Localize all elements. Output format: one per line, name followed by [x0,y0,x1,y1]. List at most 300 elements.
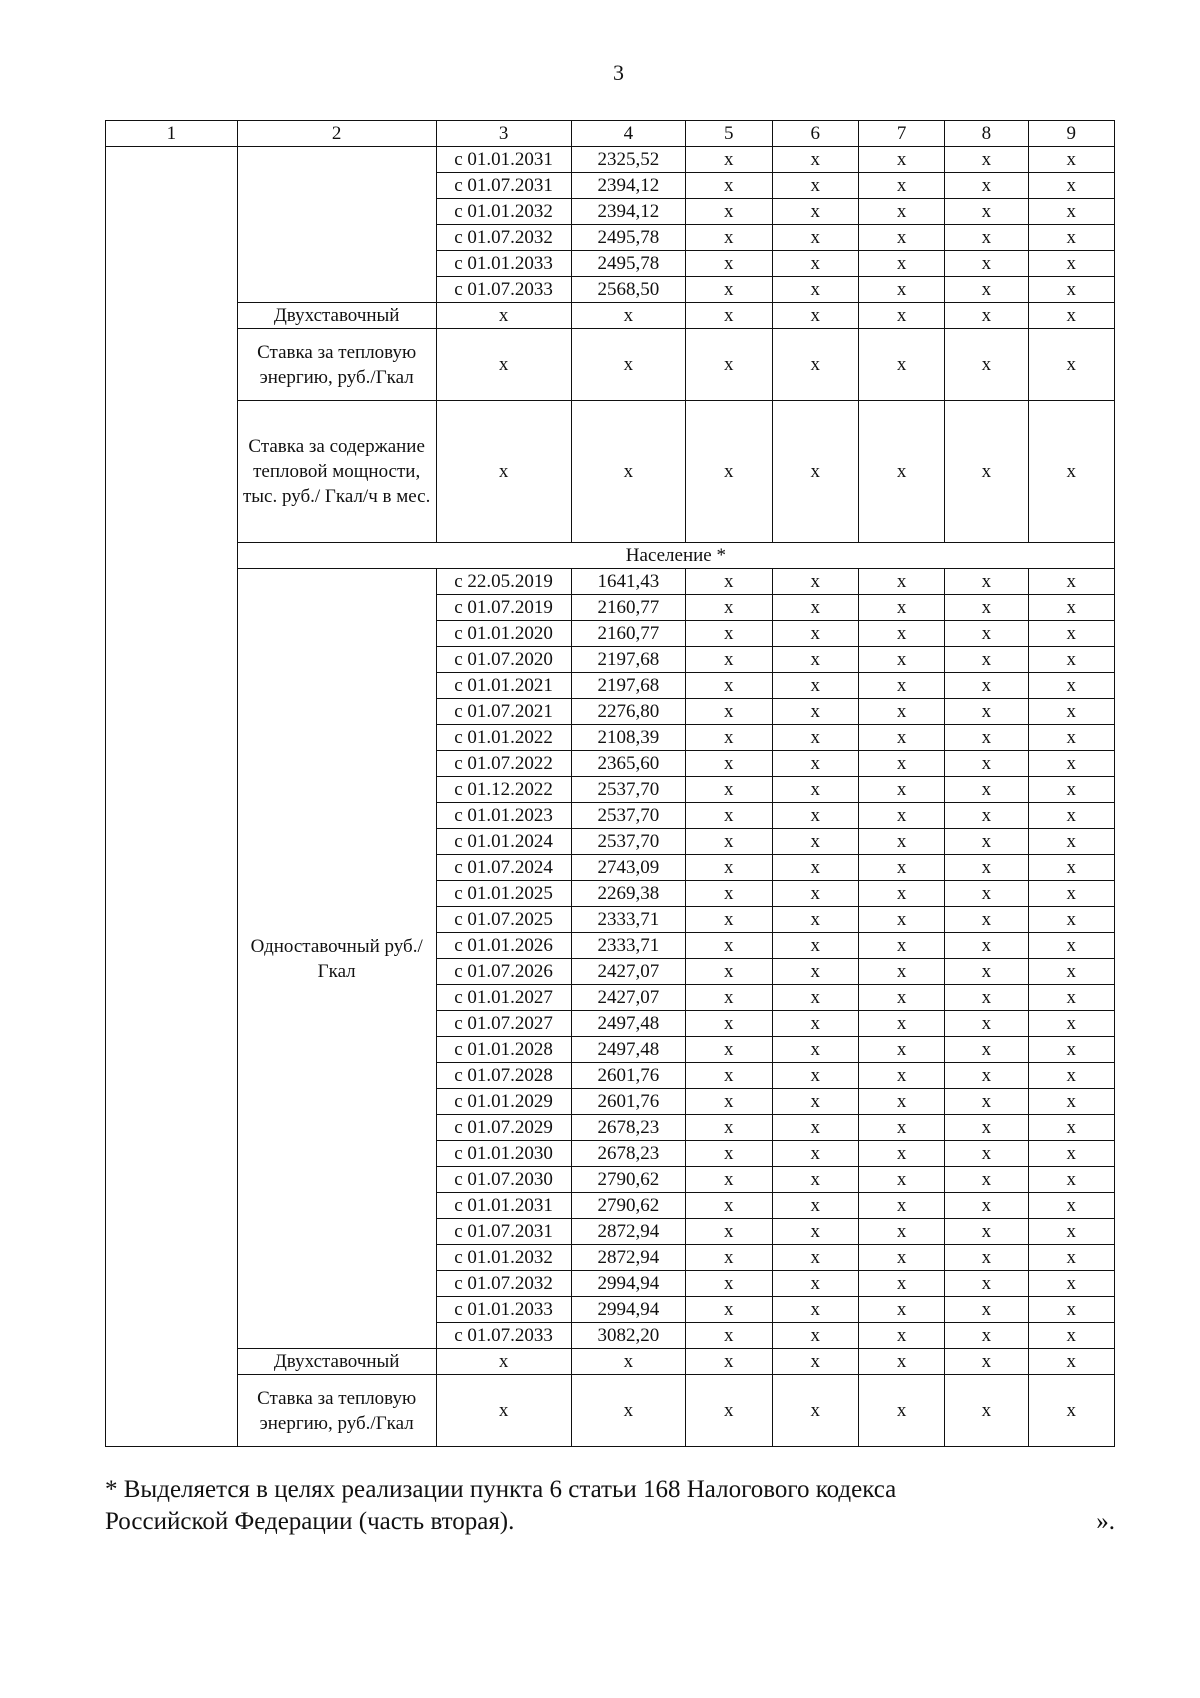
mark-cell: х [686,147,772,173]
period-date: с 01.07.2021 [436,699,571,725]
mark-cell: х [945,881,1028,907]
mark-cell: х [945,303,1028,329]
mark-cell: х [945,199,1028,225]
mark-cell: х [1028,725,1114,751]
mark-cell: х [772,725,858,751]
period-date: с 01.07.2033 [436,1323,571,1349]
footnote-closing-quote: ». [1096,1508,1115,1535]
tariff-table-body [106,121,1115,1447]
tariff-value: 2601,76 [571,1089,686,1115]
period-date: с 01.12.2022 [436,777,571,803]
mark-cell: х [772,1375,858,1447]
mark-cell: х [686,1219,772,1245]
period-date: с 01.07.2030 [436,1167,571,1193]
mark-cell: х [772,1141,858,1167]
mark-cell: х [945,1167,1028,1193]
tariff-value: 2790,62 [571,1193,686,1219]
mark-cell: х [945,621,1028,647]
column-number: 8 [945,121,1028,147]
tariff-value: 2872,94 [571,1245,686,1271]
mark-cell: х [1028,1219,1114,1245]
period-date: с 01.07.2033 [436,277,571,303]
mark-cell: х [1028,959,1114,985]
period-date: с 01.01.2032 [436,1245,571,1271]
mark-cell: х [1028,751,1114,777]
mark-cell: х [858,725,944,751]
column-number: 6 [772,121,858,147]
mark-cell: х [686,1141,772,1167]
mark-cell: х [686,725,772,751]
mark-cell: х [1028,1271,1114,1297]
mark-cell: х [858,251,944,277]
mark-cell: х [772,1193,858,1219]
mark-cell: х [945,1037,1028,1063]
tariff-value: 2160,77 [571,595,686,621]
mark-cell: х [858,647,944,673]
mark-cell: х [945,1141,1028,1167]
tariff-value: 2495,78 [571,225,686,251]
mark-cell: х [772,855,858,881]
mark-cell: х [571,1375,686,1447]
mark-cell: х [686,1115,772,1141]
mark-cell: х [945,173,1028,199]
mark-cell: х [571,329,686,401]
period-date: с 01.01.2024 [436,829,571,855]
mark-cell: х [772,303,858,329]
mark-cell: х [1028,199,1114,225]
mark-cell: х [858,907,944,933]
mark-cell: х [1028,1375,1114,1447]
mark-cell: х [858,173,944,199]
two-rate-label: Двухставочный [237,1349,436,1375]
mark-cell: х [858,303,944,329]
period-date: с 01.01.2029 [436,1089,571,1115]
mark-cell: х [686,647,772,673]
mark-cell: х [945,1349,1028,1375]
mark-cell: х [772,933,858,959]
mark-cell: х [945,725,1028,751]
mark-cell: х [772,1271,858,1297]
mark-cell: х [1028,933,1114,959]
tariff-value: 2601,76 [571,1063,686,1089]
mark-cell: х [945,751,1028,777]
mark-cell: х [686,985,772,1011]
mark-cell: х [945,329,1028,401]
period-date: с 01.07.2026 [436,959,571,985]
page-number: 3 [613,60,624,85]
mark-cell: х [858,199,944,225]
mark-cell: х [945,1375,1028,1447]
period-date: с 01.07.2032 [436,1271,571,1297]
tariff-value: 2994,94 [571,1297,686,1323]
tariff-value: 2325,52 [571,147,686,173]
tariff-value: 2394,12 [571,199,686,225]
period-date: с 01.07.2020 [436,647,571,673]
mark-cell: х [686,751,772,777]
population-header: Население * [237,543,1114,569]
mark-cell: х [686,1063,772,1089]
mark-cell: х [945,1297,1028,1323]
mark-cell: х [858,1349,944,1375]
column-2-continued-cell [237,147,436,303]
mark-cell: х [858,855,944,881]
footnote-line-2-wrap [105,1506,1115,1538]
column-number: 5 [686,121,772,147]
mark-cell: х [1028,329,1114,401]
tariff-value: 2537,70 [571,803,686,829]
mark-cell: х [1028,1245,1114,1271]
mark-cell: х [772,329,858,401]
table-row [106,569,1115,595]
mark-cell: х [858,673,944,699]
period-date: с 01.01.2026 [436,933,571,959]
period-date: с 01.07.2029 [436,1115,571,1141]
mark-cell: х [1028,173,1114,199]
tariff-value: 2427,07 [571,959,686,985]
mark-cell: х [945,1219,1028,1245]
mark-cell: х [945,673,1028,699]
mark-cell: х [1028,777,1114,803]
mark-cell: х [772,803,858,829]
period-date: с 01.07.2027 [436,1011,571,1037]
mark-cell: х [1028,1063,1114,1089]
mark-cell: х [945,803,1028,829]
mark-cell: х [945,907,1028,933]
mark-cell: х [1028,855,1114,881]
mark-cell: х [1028,277,1114,303]
mark-cell: х [1028,621,1114,647]
mark-cell: х [772,1219,858,1245]
heat-rate-label: Ставка за тепловую энергию, руб./Гкал [237,1375,436,1447]
tariff-value: 1641,43 [571,569,686,595]
mark-cell: х [945,933,1028,959]
mark-cell: х [1028,1323,1114,1349]
mark-cell: х [1028,907,1114,933]
mark-cell: х [436,303,571,329]
mark-cell: х [772,673,858,699]
mark-cell: х [945,595,1028,621]
tariff-value: 2160,77 [571,621,686,647]
tariff-value: 2427,07 [571,985,686,1011]
mark-cell: х [772,1037,858,1063]
mark-cell: х [686,277,772,303]
mark-cell: х [436,401,571,543]
mark-cell: х [1028,673,1114,699]
table-row [106,1375,1115,1447]
mark-cell: х [1028,829,1114,855]
mark-cell: х [436,1375,571,1447]
mark-cell: х [772,401,858,543]
mark-cell: х [1028,251,1114,277]
mark-cell: х [686,907,772,933]
mark-cell: х [686,329,772,401]
mark-cell: х [772,1297,858,1323]
mark-cell: х [772,881,858,907]
period-date: с 01.07.2022 [436,751,571,777]
mark-cell: х [945,699,1028,725]
mark-cell: х [686,829,772,855]
mark-cell: х [686,1167,772,1193]
mark-cell: х [686,1245,772,1271]
mark-cell: х [858,751,944,777]
heat-rate-label: Ставка за тепловую энергию, руб./Гкал [237,329,436,401]
mark-cell: х [686,199,772,225]
mark-cell: х [858,829,944,855]
mark-cell: х [945,647,1028,673]
mark-cell: х [571,1349,686,1375]
mark-cell: х [772,751,858,777]
period-date: с 01.01.2031 [436,147,571,173]
mark-cell: х [1028,569,1114,595]
mark-cell: х [772,985,858,1011]
footnote-line-1: * Выделяется в целях реализации пункта 6 статьи 168 Налогового кодекса [105,1476,897,1503]
mark-cell: х [772,1323,858,1349]
mark-cell: х [772,199,858,225]
period-date: с 01.01.2028 [436,1037,571,1063]
mark-cell: х [858,1193,944,1219]
period-date: с 01.01.2031 [436,1193,571,1219]
period-date: с 01.07.2031 [436,1219,571,1245]
mark-cell: х [858,1089,944,1115]
mark-cell: х [858,1297,944,1323]
mark-cell: х [686,1011,772,1037]
mark-cell: х [772,595,858,621]
column-number: 2 [237,121,436,147]
tariff-value: 2568,50 [571,277,686,303]
tariff-value: 2537,70 [571,829,686,855]
mark-cell: х [772,1011,858,1037]
period-date: с 01.01.2021 [436,673,571,699]
tariff-value: 2994,94 [571,1271,686,1297]
mark-cell: х [858,933,944,959]
mark-cell: х [945,829,1028,855]
period-date: с 01.01.2027 [436,985,571,1011]
mark-cell: х [945,1089,1028,1115]
mark-cell: х [571,303,686,329]
tariff-value: 2276,80 [571,699,686,725]
mark-cell: х [686,1375,772,1447]
mark-cell: х [858,985,944,1011]
mark-cell: х [945,1323,1028,1349]
footnote-line-2: Российской Федерации (часть вторая). [105,1508,515,1535]
mark-cell: х [1028,1011,1114,1037]
mark-cell: х [686,1089,772,1115]
period-date: с 01.07.2019 [436,595,571,621]
mark-cell: х [945,225,1028,251]
mark-cell: х [436,1349,571,1375]
one-rate-label: Одноставочный руб./Гкал [237,569,436,1349]
mark-cell: х [858,1011,944,1037]
mark-cell: х [945,277,1028,303]
mark-cell: х [858,959,944,985]
table-header-row [106,121,1115,147]
tariff-table [105,120,1115,1447]
mark-cell: х [686,777,772,803]
mark-cell: х [686,855,772,881]
mark-cell: х [772,277,858,303]
mark-cell: х [436,329,571,401]
period-date: с 01.07.2024 [436,855,571,881]
mark-cell: х [945,147,1028,173]
footnote [105,1474,1115,1538]
mark-cell: х [858,1219,944,1245]
tariff-value: 2197,68 [571,647,686,673]
mark-cell: х [858,1063,944,1089]
mark-cell: х [686,401,772,543]
mark-cell: х [1028,401,1114,543]
tariff-value: 3082,20 [571,1323,686,1349]
mark-cell: х [1028,881,1114,907]
tariff-value: 2678,23 [571,1141,686,1167]
mark-cell: х [858,803,944,829]
mark-cell: х [858,777,944,803]
mark-cell: х [858,621,944,647]
mark-cell: х [686,1037,772,1063]
mark-cell: х [772,1245,858,1271]
capacity-rate-label: Ставка за содержание тепловой мощности, тыс. руб./ Гкал/ч в мес. [237,401,436,543]
mark-cell: х [1028,1141,1114,1167]
mark-cell: х [858,225,944,251]
column-number: 7 [858,121,944,147]
column-number: 1 [106,121,238,147]
mark-cell: х [858,569,944,595]
mark-cell: х [945,569,1028,595]
period-date: с 01.01.2020 [436,621,571,647]
mark-cell: х [686,225,772,251]
mark-cell: х [686,621,772,647]
mark-cell: х [945,401,1028,543]
mark-cell: х [858,1375,944,1447]
mark-cell: х [1028,147,1114,173]
tariff-value: 2495,78 [571,251,686,277]
mark-cell: х [1028,1167,1114,1193]
mark-cell: х [772,647,858,673]
mark-cell: х [772,1349,858,1375]
mark-cell: х [772,225,858,251]
mark-cell: х [858,1323,944,1349]
tariff-value: 2743,09 [571,855,686,881]
mark-cell: х [1028,1089,1114,1115]
mark-cell: х [945,1115,1028,1141]
tariff-value: 2497,48 [571,1011,686,1037]
mark-cell: х [945,1271,1028,1297]
mark-cell: х [858,1167,944,1193]
mark-cell: х [686,569,772,595]
period-date: с 01.01.2030 [436,1141,571,1167]
period-date: с 01.01.2033 [436,251,571,277]
table-row [106,147,1115,173]
mark-cell: х [772,959,858,985]
mark-cell: х [686,933,772,959]
mark-cell: х [686,595,772,621]
mark-cell: х [686,1193,772,1219]
tariff-value: 2108,39 [571,725,686,751]
mark-cell: х [686,251,772,277]
mark-cell: х [772,829,858,855]
mark-cell: х [945,1011,1028,1037]
mark-cell: х [858,401,944,543]
tariff-value: 2497,48 [571,1037,686,1063]
mark-cell: х [772,173,858,199]
mark-cell: х [945,855,1028,881]
period-date: с 01.07.2031 [436,173,571,199]
tariff-value: 2394,12 [571,173,686,199]
mark-cell: х [686,1323,772,1349]
mark-cell: х [1028,1115,1114,1141]
table-row [106,1349,1115,1375]
mark-cell: х [1028,1037,1114,1063]
mark-cell: х [686,881,772,907]
mark-cell: х [772,1063,858,1089]
table-row [106,401,1115,543]
mark-cell: х [772,1167,858,1193]
mark-cell: х [772,907,858,933]
mark-cell: х [772,569,858,595]
mark-cell: х [858,329,944,401]
tariff-value: 2269,38 [571,881,686,907]
mark-cell: х [772,621,858,647]
column-number: 9 [1028,121,1114,147]
column-number: 4 [571,121,686,147]
mark-cell: х [858,699,944,725]
mark-cell: х [686,1271,772,1297]
tariff-value: 2872,94 [571,1219,686,1245]
two-rate-label: Двухставочный [237,303,436,329]
table-row [106,329,1115,401]
mark-cell: х [686,173,772,199]
mark-cell: х [858,595,944,621]
period-date: с 01.07.2032 [436,225,571,251]
mark-cell: х [1028,1349,1114,1375]
mark-cell: х [858,1037,944,1063]
mark-cell: х [1028,595,1114,621]
mark-cell: х [772,777,858,803]
mark-cell: х [686,959,772,985]
mark-cell: х [772,251,858,277]
mark-cell: х [772,1115,858,1141]
mark-cell: х [1028,1193,1114,1219]
period-date: с 01.07.2025 [436,907,571,933]
mark-cell: х [1028,699,1114,725]
mark-cell: х [686,303,772,329]
period-date: с 01.01.2022 [436,725,571,751]
table-row [106,303,1115,329]
mark-cell: х [945,959,1028,985]
mark-cell: х [945,1193,1028,1219]
tariff-value: 2790,62 [571,1167,686,1193]
tariff-value: 2333,71 [571,907,686,933]
mark-cell: х [772,1089,858,1115]
tariff-value: 2678,23 [571,1115,686,1141]
mark-cell: х [858,277,944,303]
mark-cell: х [686,673,772,699]
tariff-value: 2365,60 [571,751,686,777]
tariff-value: 2333,71 [571,933,686,959]
period-date: с 01.01.2032 [436,199,571,225]
mark-cell: х [686,1297,772,1323]
tariff-value: 2537,70 [571,777,686,803]
period-date: с 01.01.2025 [436,881,571,907]
period-date: с 01.01.2023 [436,803,571,829]
mark-cell: х [858,881,944,907]
mark-cell: х [945,985,1028,1011]
mark-cell: х [858,1141,944,1167]
mark-cell: х [1028,647,1114,673]
mark-cell: х [686,1349,772,1375]
mark-cell: х [1028,985,1114,1011]
mark-cell: х [858,1115,944,1141]
mark-cell: х [945,777,1028,803]
